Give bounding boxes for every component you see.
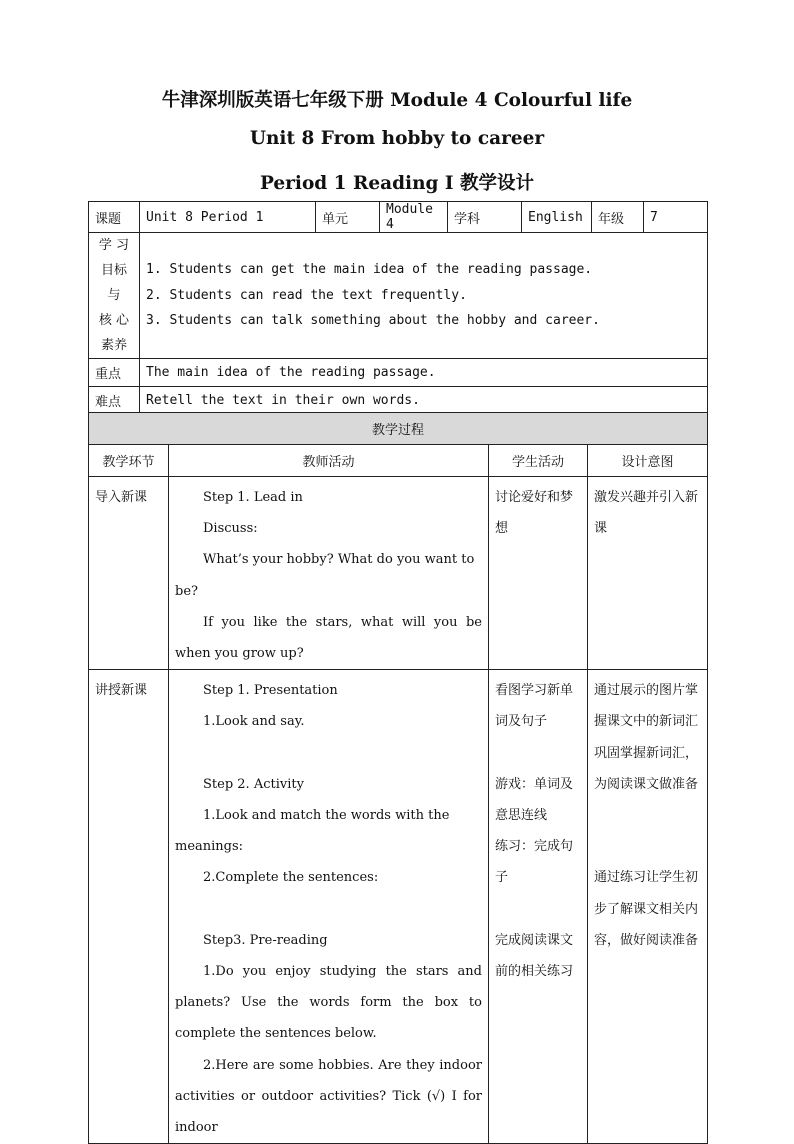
title-line-2: Unit 8 From hobby to career — [249, 128, 545, 149]
stage-new-lesson: 讲授新课 — [89, 670, 169, 1144]
subject-value: English — [522, 202, 592, 233]
teacher-activity-lead-in: Step 1. Lead in Discuss: What’s your hobby? What do you want to be? If you like the stars, what will you be when you grow up? — [169, 477, 489, 670]
unit-label: 单元 — [316, 202, 380, 233]
title-line-3: Period 1 Reading I 教学设计 — [259, 173, 534, 194]
header-student: 学生活动 — [489, 445, 588, 477]
intent-lead-in: 激发兴趣并引入新课 — [588, 477, 708, 670]
header-stage: 教学环节 — [89, 445, 169, 477]
process-banner: 教学过程 — [89, 413, 708, 445]
header-teacher: 教师活动 — [169, 445, 489, 477]
objectives-list — [140, 233, 708, 359]
grade-label: 年级 — [592, 202, 644, 233]
title-line-1: 牛津深圳版英语七年级下册 Module 4 Colourful life — [161, 90, 633, 111]
subject-label: 学科 — [448, 202, 522, 233]
objective-item: 3. Students can talk something about the hobby and career. — [146, 313, 600, 329]
lesson-info-table — [88, 201, 708, 414]
difficulty-label: 难点 — [89, 387, 140, 414]
difficulty-value: Retell the text in their own words. — [140, 387, 708, 414]
stage-lead-in: 导入新课 — [89, 477, 169, 670]
student-activity-lead-in: 讨论爱好和梦想 — [489, 477, 588, 670]
objectives-label: 学 习 目标 与 核 心 素养 — [89, 233, 140, 359]
topic-value: Unit 8 Period 1 — [140, 202, 316, 233]
objective-item: 2. Students can read the text frequently. — [146, 287, 467, 303]
header-intent: 设计意图 — [588, 445, 708, 477]
unit-value: Module 4 — [380, 202, 448, 233]
teaching-process-table — [88, 412, 708, 1144]
key-point-value: The main idea of the reading passage. — [140, 359, 708, 387]
key-point-label: 重点 — [89, 359, 140, 387]
intent-new-lesson: 通过展示的图片掌握课文中的新词汇 巩固掌握新词汇，为阅读课文做准备 通过练习让学生初步了解课文相关内容，做好阅读准备 — [588, 670, 708, 1144]
objective-item: 1. Students can get the main idea of the reading passage. — [146, 262, 593, 278]
topic-label: 课题 — [89, 202, 140, 233]
teacher-activity-new-lesson: Step 1. Presentation 1.Look and say. Step 2. Activity 1.Look and match the words with the meanings: 2.Complete the sentences: Step3. Pre-reading 1.Do you enjoy studying the stars and planets? Use the words form the box to complete the sentences below. 2.Here are some hobbies. Are they indoor activities or outdoor activities? Tick (√) I for indoor — [169, 670, 489, 1144]
grade-value: 7 — [644, 202, 708, 233]
student-activity-new-lesson: 看图学习新单词及句子 游戏：单词及意思连线 练习：完成句子 完成阅读课文前的相关练习 — [489, 670, 588, 1144]
